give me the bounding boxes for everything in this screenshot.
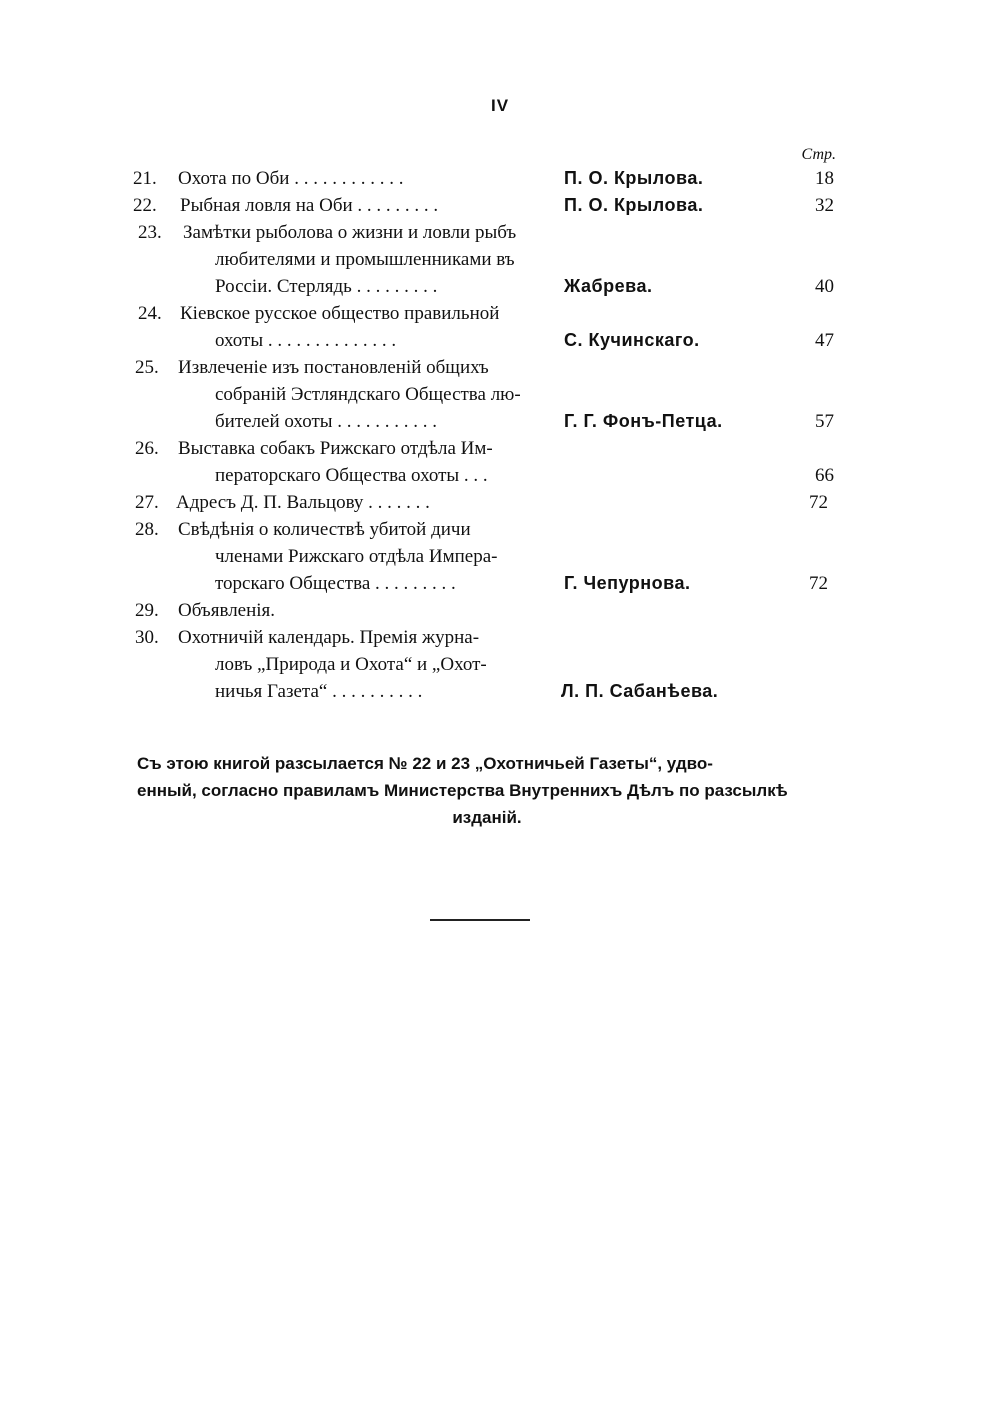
notice-line: Съ этою книгой разсылается № 22 и 23 „Охотничьей Газеты“, удво- [137, 754, 713, 773]
entry-number: 21. [133, 168, 157, 189]
entry-author: Жабрева. [564, 276, 653, 296]
entry-title-continuation: собраній Эстляндскаго Общества лю- [215, 384, 521, 405]
entry-title: Свѣдѣнія о количествѣ убитой дичи [178, 519, 471, 540]
entry-page: 18 [815, 168, 834, 189]
entry-title: Адресъ Д. П. Вальцову . . . . . . . [176, 492, 430, 513]
entry-title-continuation: торскаго Общества . . . . . . . . . [215, 573, 456, 594]
entry-number: 29. [135, 600, 159, 621]
notice-line: изданій. [452, 808, 522, 827]
entry-title-continuation: любителями и промышленниками въ [215, 249, 515, 270]
entry-page: 57 [815, 411, 834, 432]
entry-number: 27. [135, 492, 159, 513]
entry-author: Л. П. Сабанѣева. [561, 681, 719, 701]
entry-number: 22. [133, 195, 157, 216]
entry-author: П. О. Крылова. [564, 168, 704, 188]
page-number: IV [490, 96, 510, 115]
entry-title-continuation: ловъ „Природа и Охота“ и „Охот- [215, 654, 487, 675]
entry-number: 28. [135, 519, 159, 540]
divider-rule [430, 919, 530, 921]
entry-number: 30. [135, 627, 159, 648]
entry-page: 47 [815, 330, 834, 351]
entry-author: С. Кучинскаго. [564, 330, 700, 350]
entry-number: 26. [135, 438, 159, 459]
entry-number: 23. [138, 222, 162, 243]
entry-author: Г. Г. Фонъ-Петца. [564, 411, 723, 431]
entry-number: 25. [135, 357, 159, 378]
entry-title-continuation: членами Рижскаго отдѣла Импера- [215, 546, 498, 567]
entry-title-continuation: Россіи. Стерлядь . . . . . . . . . [215, 276, 438, 297]
entry-title: Охотничій календарь. Премія журна- [178, 627, 480, 648]
entry-title-continuation: ничья Газета“ . . . . . . . . . . [215, 681, 423, 702]
entry-title: Выставка собакъ Рижскаго отдѣла Им- [178, 438, 493, 459]
mailing-notice [137, 750, 837, 831]
entry-title: Замѣтки рыболова о жизни и ловли рыбъ [183, 222, 517, 243]
entry-title: Охота по Оби . . . . . . . . . . . . [178, 168, 404, 189]
entry-title-continuation: бителей охоты . . . . . . . . . . . [215, 411, 438, 432]
entry-title: Кіевское русское общество правильной [180, 303, 500, 324]
entry-author: П. О. Крылова. [564, 195, 704, 215]
entry-page: 40 [815, 276, 834, 297]
entry-author: Г. Чепурнова. [564, 573, 691, 593]
entry-title-continuation: ператорскаго Общества охоты . . . [215, 465, 488, 486]
entry-page: 72 [809, 573, 828, 594]
entry-title: Объявленія. [178, 600, 276, 621]
entry-page: 72 [809, 492, 828, 513]
entry-page: 66 [815, 465, 834, 486]
entry-title: Извлеченіе изъ постановленій общихъ [178, 357, 489, 378]
entry-page: 32 [815, 195, 834, 216]
entry-title: Рыбная ловля на Оби . . . . . . . . . [180, 195, 439, 216]
entry-number: 24. [138, 303, 162, 324]
notice-line: енный, согласно правиламъ Министерства Внутреннихъ Дѣлъ по разсылкѣ [137, 781, 788, 800]
page-column-label: Стр. [801, 146, 836, 163]
entry-title-continuation: охоты . . . . . . . . . . . . . . [215, 330, 397, 351]
